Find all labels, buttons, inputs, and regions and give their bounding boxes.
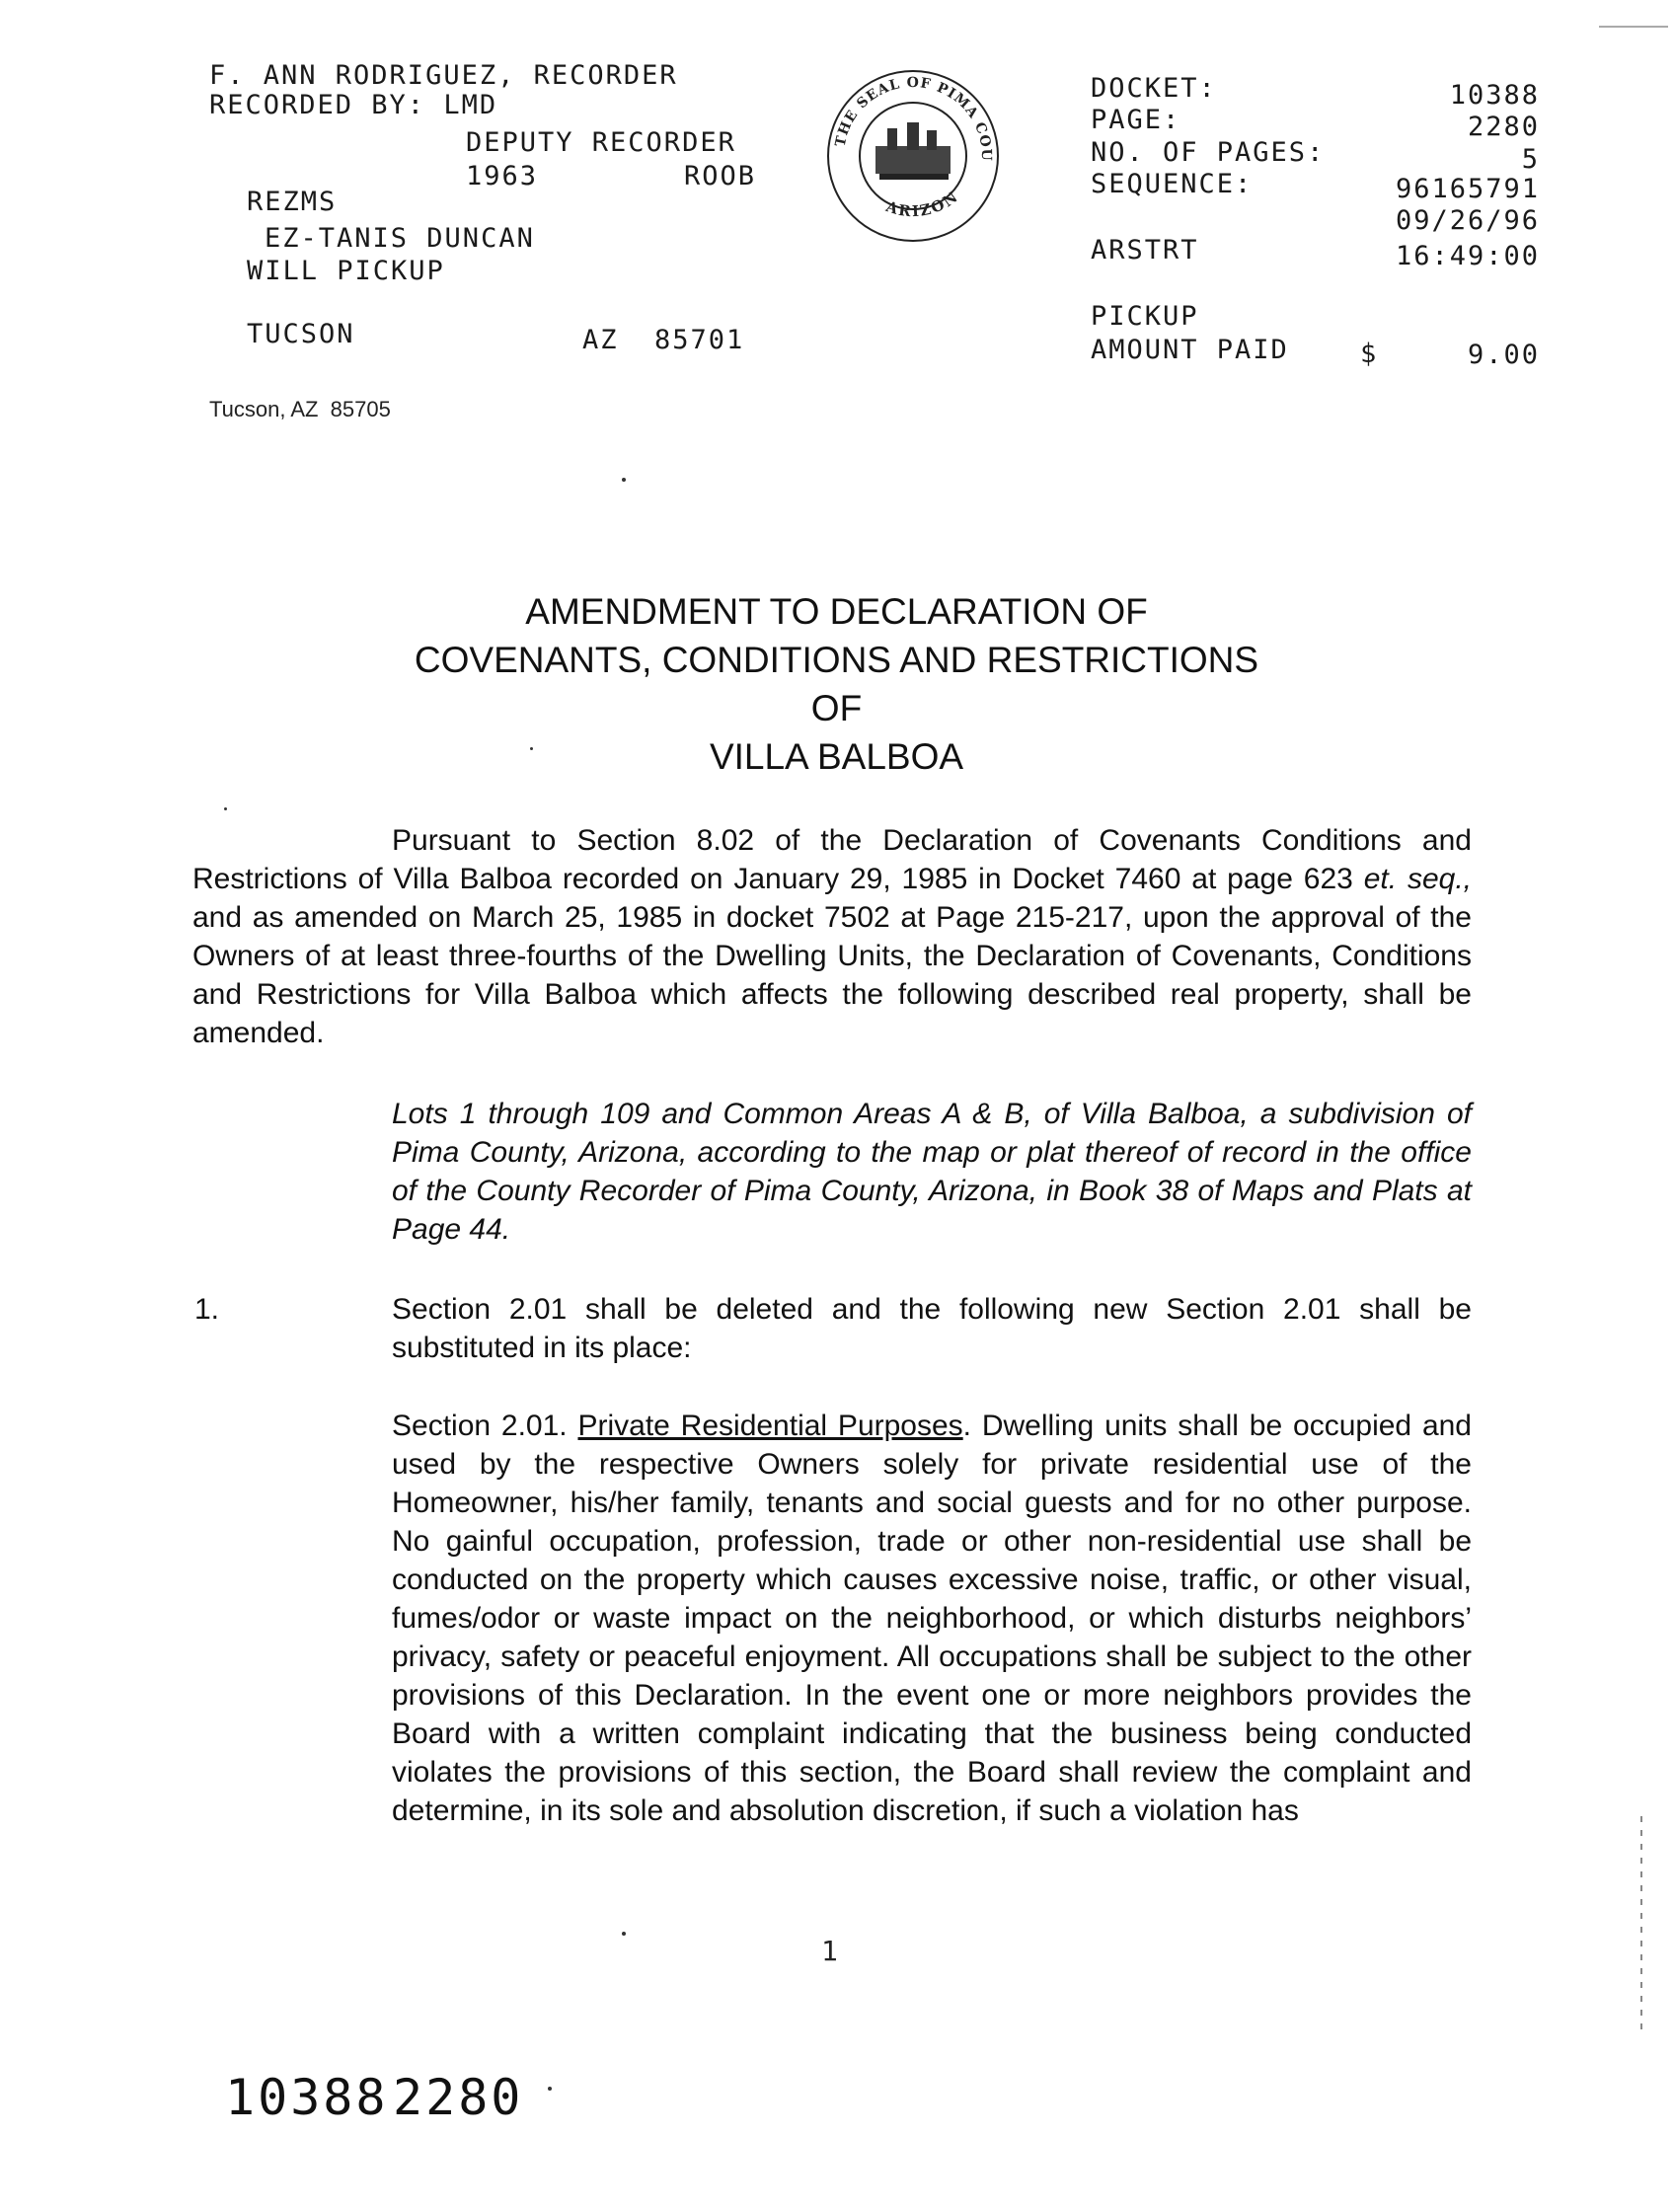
recorder-city: TUCSON: [247, 319, 355, 349]
sequence-label: SEQUENCE:: [1091, 169, 1254, 199]
intro-et-seq: et. seq.,: [1363, 863, 1472, 895]
pickup-label: PICKUP: [1091, 301, 1199, 332]
scan-speck: [548, 2087, 552, 2091]
docket-label: DOCKET:: [1091, 73, 1217, 104]
seal-top-text: THE SEAL OF PIMA COU: [832, 74, 995, 162]
scan-edge-mark: [1599, 26, 1668, 28]
item-1-text: Section 2.01 shall be deleted and the following new Section 2.01 shall be substituted in its place:: [392, 1293, 1472, 1364]
county-seal: [824, 67, 1002, 245]
title-line-1: AMENDMENT TO DECLARATION OF: [525, 591, 1148, 632]
sequence-value: 96165791: [1395, 174, 1540, 204]
recorder-code-a: 1963: [466, 161, 539, 191]
scan-speck: [224, 807, 227, 810]
recorder-name: F. ANN RODRIGUEZ, RECORDER: [209, 60, 678, 91]
page-value: 2280: [1467, 112, 1540, 142]
arstrt-label: ARSTRT: [1091, 235, 1199, 266]
section-201-prefix: Section 2.01.: [392, 1410, 578, 1442]
intro-part-1: Pursuant to Section 8.02 of the Declaration of Covenants Conditions and Restrictions of Villa Balboa recorded on January 29, 1985 in Docket 7460 at page 623: [192, 824, 1472, 895]
item-1-number: 1.: [194, 1293, 220, 1326]
recorder-rezms: REZMS: [247, 187, 338, 217]
pages-label: NO. OF PAGES:: [1091, 137, 1326, 168]
recorder-code-b: ROOB: [684, 161, 757, 191]
scan-speck: [622, 478, 626, 482]
title-line-3: OF: [810, 688, 863, 728]
deputy-recorder: DEPUTY RECORDER: [466, 127, 736, 158]
recorder-requestor: EZ-TANIS DUNCAN: [265, 223, 535, 254]
county-seal-icon: [824, 67, 1002, 245]
intro-paragraph: [192, 821, 1472, 1052]
section-201-heading: Private Residential Purposes: [577, 1410, 963, 1442]
section-201-body: Dwelling units shall be occupied and used by the respective Owners solely for private residential use of the Homeowner, his/her family, tenants and social guests and for no other purpose. No gainful occupation, profession, trade or other non-residential use shall be conducted on the property which causes excessive noise, traffic, or other visual, fumes/odor or waste impact on the neighborhood, or which disturbs neighbors’ privacy, safety or peaceful enjoyment. All occupations shall be subject to the other provisions of this Declaration. In the event one or more neighbors provides the Board with a written complaint indicating that the business being conducted violates the provisions of this section, the Board shall review the complaint and determine, in its sole and absolution discretion, if such a violation has: [392, 1410, 1472, 1827]
recording-date: 09/26/96: [1395, 205, 1540, 236]
recorder-state-zip: AZ 85701: [582, 325, 745, 355]
title-line-4: VILLA BALBOA: [709, 736, 964, 777]
recording-time: 16:49:00: [1395, 241, 1540, 271]
scan-speck: [530, 747, 533, 750]
pages-value: 5: [1521, 144, 1540, 175]
docket-value: 10388: [1449, 80, 1540, 111]
intro-part-3: and as amended on March 25, 1985 in docket 7502 at Page 215-217, upon the approval of the Owners of at least three-fourths of the Dwelling Units, the Declaration of Covenants, Conditions and Restrictions for Villa Balboa which affects the following described real property, shall be amended.: [192, 901, 1472, 1049]
title-line-2: COVENANTS, CONDITIONS AND RESTRICTIONS: [414, 640, 1259, 680]
amount-paid-value: 9.00: [1467, 340, 1540, 370]
footer-page: 2280: [393, 2069, 524, 2126]
amount-paid-label: AMOUNT PAID: [1091, 335, 1289, 365]
recorder-pickup: WILL PICKUP: [247, 256, 445, 286]
return-address: Tucson, AZ 85705: [209, 397, 391, 421]
footer-docket: 10388: [225, 2069, 389, 2126]
page-number: 1: [821, 1935, 838, 1967]
scan-edge-mark: [1640, 1816, 1642, 2033]
amount-currency: $: [1360, 339, 1379, 369]
section-201-period: .: [962, 1410, 972, 1442]
seal-bottom-text: ARIZON: [883, 187, 963, 221]
page-label: PAGE:: [1091, 105, 1181, 135]
section-201-paragraph: [392, 1407, 1472, 1830]
recorded-by: RECORDED BY: LMD: [209, 90, 498, 120]
legal-description: Lots 1 through 109 and Common Areas A & B, of Villa Balboa, a subdivision of Pima County, Arizona, according to the map or plat thereof of record in the office of the County Recorder of Pima County, Arizona, in Book 38 of Maps and Plats at Page 44.: [392, 1098, 1472, 1246]
scan-speck: [622, 1932, 626, 1936]
